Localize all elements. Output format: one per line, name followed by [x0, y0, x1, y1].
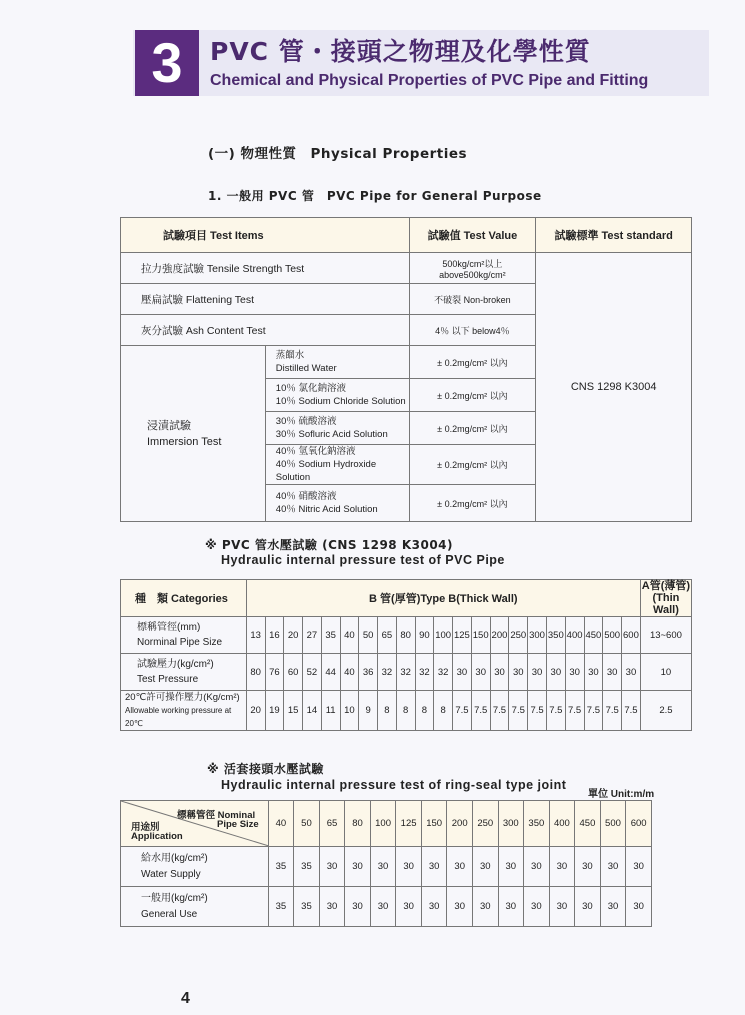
table-cell: 30: [472, 847, 498, 887]
type-a-cell: 13~600: [640, 617, 691, 654]
table-cell: 500: [600, 801, 626, 847]
table-cell: 7.5: [622, 691, 641, 731]
test-value: 500kg/cm²以上 above500kg/cm²: [409, 253, 536, 284]
row-label: [121, 654, 247, 691]
table-cell: 30: [600, 847, 626, 887]
table-cell: 7.5: [453, 691, 472, 731]
joint-pressure-table: [120, 800, 652, 927]
table-cell: 50: [359, 617, 378, 654]
test-item: 拉力強度試驗 Tensile Strength Test: [121, 253, 410, 284]
table-cell: 7.5: [528, 691, 547, 731]
table2-caption-zh: ※ PVC 管水壓試驗 (CNS 1298 K3004): [205, 538, 454, 552]
table-cell: 100: [370, 801, 396, 847]
table-cell: 40: [340, 654, 359, 691]
immersion-value: ± 0.2mg/cm² 以內: [409, 379, 536, 412]
table-cell: 30: [421, 847, 447, 887]
table-cell: 35: [321, 617, 340, 654]
table-cell: 80: [396, 617, 415, 654]
immersion-value: ± 0.2mg/cm² 以內: [409, 346, 536, 379]
table-cell: 30: [319, 847, 345, 887]
row-label-zh: 20℃許可操作壓力(Kg/cm²): [125, 692, 240, 703]
table-cell: 400: [565, 617, 584, 654]
immersion-label-zh: 浸漬試驗: [147, 419, 191, 432]
section-title: (一) 物理性質 Physical Properties: [208, 146, 468, 162]
solution-zh: 蒸餾水: [275, 350, 305, 361]
table-cell: 30: [549, 847, 575, 887]
table-row: [121, 847, 652, 887]
table-cell: 30: [575, 847, 601, 887]
section-subtitle: 1. 一般用 PVC 管 PVC Pipe for General Purpose: [208, 189, 542, 203]
table-cell: 52: [303, 654, 322, 691]
table-cell: 500: [603, 617, 622, 654]
page-number: 4: [181, 990, 190, 1007]
row-label: [121, 887, 269, 927]
header-type-a: [640, 580, 691, 617]
table-cell: 65: [378, 617, 397, 654]
table-cell: 40: [268, 801, 294, 847]
table-cell: 600: [626, 801, 652, 847]
immersion-value: ± 0.2mg/cm² 以內: [409, 412, 536, 445]
physical-properties-table: [120, 217, 692, 522]
table-cell: 30: [546, 654, 565, 691]
table-cell: 450: [575, 801, 601, 847]
table-cell: 30: [498, 847, 524, 887]
immersion-solution: [265, 485, 409, 522]
table-cell: 300: [528, 617, 547, 654]
title-chinese: PVC 管・接頭之物理及化學性質: [210, 37, 591, 66]
table-cell: 30: [600, 887, 626, 927]
table-header-row: [121, 580, 692, 617]
test-item: 壓扁試驗 Flattening Test: [121, 284, 410, 315]
table-cell: 60: [284, 654, 303, 691]
row-label-zh: 試驗壓力(kg/cm²): [137, 659, 214, 670]
solution-en: 10％ Sodium Chloride Solution: [275, 396, 406, 407]
immersion-solution: [265, 412, 409, 445]
table-cell: 7.5: [565, 691, 584, 731]
row-label-zh: 一般用(kg/cm²): [141, 892, 208, 904]
solution-zh: 40％ 硝酸溶液: [275, 491, 337, 502]
table-cell: 30: [396, 887, 422, 927]
table-row: [121, 253, 692, 284]
table-header-row: [121, 218, 692, 253]
immersion-test-label: [121, 346, 266, 522]
table-cell: 8: [396, 691, 415, 731]
table-cell: 30: [524, 887, 550, 927]
immersion-value: ± 0.2mg/cm² 以內: [409, 485, 536, 522]
table-cell: 11: [321, 691, 340, 731]
solution-zh: 40％ 氫氧化鈉溶液: [275, 446, 356, 457]
table-cell: 30: [509, 654, 528, 691]
table3-caption-zh: ※ 活套接頭水壓試驗: [207, 762, 324, 776]
table-cell: 27: [303, 617, 322, 654]
corner-cell: [121, 801, 269, 847]
table-cell: 30: [447, 887, 473, 927]
corner-bottom: 用途別: [131, 822, 160, 833]
table-cell: 450: [584, 617, 603, 654]
table-cell: 35: [294, 847, 320, 887]
table-cell: 30: [549, 887, 575, 927]
solution-en: 40％ Nitric Acid Solution: [275, 504, 378, 515]
table-cell: 8: [415, 691, 434, 731]
table-cell: 32: [396, 654, 415, 691]
table-cell: 100: [434, 617, 453, 654]
table-cell: 76: [265, 654, 284, 691]
table-cell: 30: [622, 654, 641, 691]
row-label-zh: 標稱管徑(mm): [137, 622, 201, 633]
table-cell: 30: [626, 887, 652, 927]
table-cell: 7.5: [471, 691, 490, 731]
header-test-standard: 試驗標準 Test standard: [536, 218, 692, 253]
table-cell: 14: [303, 691, 322, 731]
table-cell: 7.5: [490, 691, 509, 731]
table-cell: 30: [498, 887, 524, 927]
table-cell: 30: [396, 847, 422, 887]
test-value: 不破裂 Non-broken: [409, 284, 536, 315]
corner-bottom2: Application: [131, 831, 183, 842]
table-cell: 150: [421, 801, 447, 847]
table-cell: 250: [509, 617, 528, 654]
table-row: [121, 887, 652, 927]
table-cell: 36: [359, 654, 378, 691]
table-cell: 7.5: [546, 691, 565, 731]
table-cell: 20: [246, 691, 265, 731]
test-item: 灰分試驗 Ash Content Test: [121, 315, 410, 346]
table-cell: 35: [294, 887, 320, 927]
table-cell: 30: [370, 887, 396, 927]
corner-top: 標稱管徑 Nominal: [177, 810, 256, 821]
type-a-zh: A管(薄管): [641, 580, 691, 592]
table-cell: 150: [471, 617, 490, 654]
table-cell: 30: [490, 654, 509, 691]
table-cell: 13: [246, 617, 265, 654]
table-cell: 30: [528, 654, 547, 691]
table-cell: 30: [524, 847, 550, 887]
table-cell: 90: [415, 617, 434, 654]
table-row-allowable: [121, 691, 692, 731]
table-cell: 32: [378, 654, 397, 691]
table-cell: 30: [565, 654, 584, 691]
solution-zh: 10％ 氯化鈉溶液: [275, 383, 346, 394]
corner-top2: Pipe Size: [217, 819, 259, 830]
table-cell: 30: [453, 654, 472, 691]
immersion-solution: [265, 346, 409, 379]
row-label-en: Norminal Pipe Size: [137, 637, 223, 648]
table-cell: 30: [603, 654, 622, 691]
table-cell: 40: [340, 617, 359, 654]
table-cell: 30: [447, 847, 473, 887]
table-cell: 350: [546, 617, 565, 654]
unit-label: 單位 Unit:m/m: [588, 789, 655, 800]
table-cell: 7.5: [509, 691, 528, 731]
row-label-en: Water Supply: [141, 868, 201, 880]
solution-en: 30％ Sofluric Acid Solution: [275, 429, 388, 440]
table-cell: 30: [345, 847, 371, 887]
table-cell: 30: [626, 847, 652, 887]
row-label-en: General Use: [141, 908, 198, 920]
pipe-pressure-table: [120, 579, 692, 731]
table-cell: 30: [472, 887, 498, 927]
table-cell: 600: [622, 617, 641, 654]
header-categories: 種 類 Categories: [121, 580, 247, 617]
table-cell: 125: [453, 617, 472, 654]
table3-caption-en: Hydraulic internal pressure test of ring-seal type joint: [221, 778, 567, 792]
row-label-zh: 給水用(kg/cm²): [141, 852, 208, 864]
immersion-solution: [265, 445, 409, 485]
table-cell: 10: [340, 691, 359, 731]
immersion-label-en: Immersion Test: [147, 435, 222, 448]
table-cell: 30: [421, 887, 447, 927]
table-cell: 35: [268, 847, 294, 887]
table-cell: 8: [378, 691, 397, 731]
table-cell: 30: [345, 887, 371, 927]
type-a-en: (Thin Wall): [652, 592, 680, 616]
row-label: [121, 617, 247, 654]
table2-caption-en: Hydraulic internal pressure test of PVC Pipe: [221, 553, 505, 567]
table-cell: 80: [345, 801, 371, 847]
table-cell: 7.5: [584, 691, 603, 731]
header-test-value: 試驗值 Test Value: [409, 218, 536, 253]
title-english: Chemical and Physical Properties of PVC Pipe and Fitting: [210, 72, 649, 89]
table-cell: 8: [434, 691, 453, 731]
table-cell: 16: [265, 617, 284, 654]
table-row-sizes: [121, 617, 692, 654]
table-header-row: [121, 801, 652, 847]
row-label: [121, 847, 269, 887]
type-a-cell: 10: [640, 654, 691, 691]
table-cell: 30: [370, 847, 396, 887]
immersion-solution: [265, 379, 409, 412]
row-label-en: Test Pressure: [137, 674, 199, 685]
table-cell: 32: [415, 654, 434, 691]
table-cell: 400: [549, 801, 575, 847]
solution-en: 40％ Sodium Hydroxide Solution: [275, 459, 377, 483]
table-cell: 300: [498, 801, 524, 847]
header-type-b: B 管(厚管)Type B(Thick Wall): [246, 580, 640, 617]
header-test-items: 試驗項目 Test Items: [121, 218, 410, 253]
table-cell: 50: [294, 801, 320, 847]
table-cell: 350: [524, 801, 550, 847]
type-a-cell: 2.5: [640, 691, 691, 731]
solution-zh: 30％ 硫酸溶液: [275, 416, 337, 427]
test-value: 4％ 以下 below4％: [409, 315, 536, 346]
solution-en: Distilled Water: [275, 363, 337, 374]
table-cell: 9: [359, 691, 378, 731]
table-row-pressure: [121, 654, 692, 691]
table-cell: 250: [472, 801, 498, 847]
table-cell: 32: [434, 654, 453, 691]
table-cell: 80: [246, 654, 265, 691]
row-label: [121, 691, 247, 731]
table-cell: 65: [319, 801, 345, 847]
table-cell: 30: [319, 887, 345, 927]
table-cell: 30: [471, 654, 490, 691]
table-cell: 30: [575, 887, 601, 927]
table-cell: 200: [447, 801, 473, 847]
table-cell: 15: [284, 691, 303, 731]
table-cell: 7.5: [603, 691, 622, 731]
table-cell: 30: [584, 654, 603, 691]
row-label-en: Allowable working pressure at 20℃: [125, 706, 232, 728]
chapter-number: 3: [135, 30, 199, 96]
table-cell: 125: [396, 801, 422, 847]
corner-diagonal: [121, 801, 268, 846]
table-cell: 20: [284, 617, 303, 654]
test-standard: CNS 1298 K3004: [536, 253, 692, 522]
table-cell: 200: [490, 617, 509, 654]
table-cell: 35: [268, 887, 294, 927]
table-cell: 19: [265, 691, 284, 731]
table-cell: 44: [321, 654, 340, 691]
immersion-value: ± 0.2mg/cm² 以內: [409, 445, 536, 485]
